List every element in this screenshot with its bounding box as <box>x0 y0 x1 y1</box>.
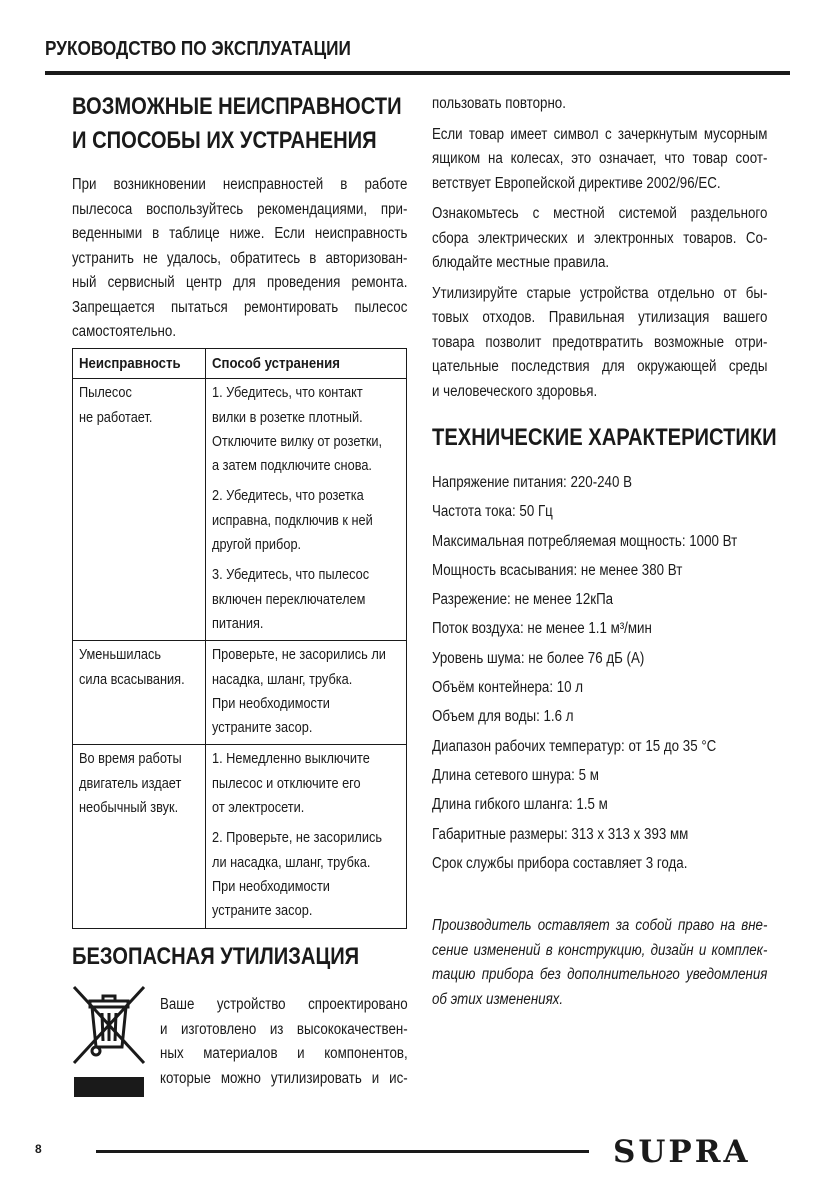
disposal-line: ящиком на колесах, это означает, что товар соот- <box>432 150 768 167</box>
table-row <box>73 379 407 641</box>
header-rule <box>45 71 790 75</box>
troubleshooting-intro <box>72 173 407 345</box>
header-title: РУКОВОДСТВО ПО ЭКСПЛУАТАЦИИ <box>45 38 351 60</box>
intro-line: Запрещается пытаться ремонтировать пылесос <box>72 298 408 316</box>
weee-bin-icon <box>70 983 148 1099</box>
problem-cell: Во время работы двигатель издает необычный звук. <box>73 745 206 928</box>
note-line: тацию прибора без дополнительного уведомления <box>432 966 768 983</box>
note-line: об этих изменениях. <box>432 990 564 1008</box>
spec-item: Напряжение питания: 220-240 В <box>432 474 632 491</box>
disposal-line: Если товар имеет символ с зачеркнутым мусорным <box>432 125 768 143</box>
table-header-row <box>73 349 407 379</box>
disposal-line: товара позволит предотвратить возможные отри- <box>432 333 768 351</box>
page-number: 8 <box>35 1142 42 1156</box>
spec-item: Габаритные размеры: 313 х 313 х 393 мм <box>432 825 689 843</box>
spec-item: Максимальная потребляемая мощность: 1000 Вт <box>432 532 738 550</box>
specs-title: ТЕХНИЧЕСКИЕ ХАРАКТЕРИСТИКИ <box>432 424 777 451</box>
spec-item: Срок службы прибора составляет 3 года. <box>432 854 688 872</box>
disposal-line: и изготовлено из высококачествен- <box>160 1020 408 1038</box>
table-row <box>73 745 407 928</box>
intro-line: веденными в таблице ниже. Если неисправность <box>72 225 408 242</box>
disposal-text-left <box>160 993 408 1091</box>
disposal-line: Утилизируйте старые устройства отдельно от бы- <box>432 284 768 302</box>
solution-cell: 1. Немедленно выключите пылесос и отключите его от электросети. 2. Проверьте, не засорились ли насадка, шланг, трубка. При необходимости устраните засор. <box>205 745 406 928</box>
intro-line: пылесоса воспользуйтесь рекомендациями, при- <box>72 200 408 218</box>
problem-cell: Пылесос не работает. <box>73 379 206 641</box>
note-line: сение изменений в конструкцию, дизайн и комплек- <box>432 941 768 959</box>
troubleshooting-title-line2: И СПОСОБЫ ИХ УСТРАНЕНИЯ <box>72 127 377 154</box>
spec-item: Уровень шума: не более 76 дБ (А) <box>432 649 645 667</box>
footer-rule <box>96 1150 589 1153</box>
spec-item: Диапазон рабочих температур: от 15 до 35 °С <box>432 737 717 755</box>
disposal-line: цательные последствия для окружающей среды <box>432 358 768 375</box>
note-line: Производитель оставляет за собой право на вне- <box>432 917 768 934</box>
intro-line: При возникновении неисправностей в работе <box>72 176 408 193</box>
troubleshooting-table <box>72 348 407 929</box>
disposal-title: БЕЗОПАСНАЯ УТИЛИЗАЦИЯ <box>72 943 360 970</box>
solution-cell: Проверьте, не засорились ли насадка, шланг, трубка. При необходимости устраните засор. <box>205 641 406 745</box>
disposal-line: пользовать повторно. <box>432 95 566 112</box>
problem-cell: Уменьшилась сила всасывания. <box>73 641 206 745</box>
spec-item: Длина гибкого шланга: 1.5 м <box>432 796 608 814</box>
disposal-line: блюдайте местные правила. <box>432 254 610 271</box>
disposal-line: товых отходов. Правильная утилизация вашего <box>432 309 768 326</box>
disposal-line: которые можно утилизировать и ис- <box>160 1069 408 1087</box>
spec-item: Разрежение: не менее 12кПа <box>432 591 614 609</box>
brand-logo: SUPRA <box>613 1134 751 1170</box>
table-row <box>73 641 407 745</box>
disposal-line: ных материалов и компонентов, <box>160 1045 408 1062</box>
troubleshooting-title-line1: ВОЗМОЖНЫЕ НЕИСПРАВНОСТИ <box>72 93 402 120</box>
intro-line: ный сервисный центр для проведения ремонта. <box>72 274 408 291</box>
intro-line: самостоятельно. <box>72 323 177 340</box>
spec-item: Длина сетевого шнура: 5 м <box>432 766 599 784</box>
table-header-problem: Неисправность <box>73 349 206 379</box>
disposal-line: ветствует Европейской директиве 2002/96/EC. <box>432 174 721 192</box>
table-header-solution: Способ устранения <box>205 349 406 379</box>
specs-list <box>432 468 776 878</box>
spec-item: Объём контейнера: 10 л <box>432 679 584 697</box>
disposal-line: Ознакомьтесь с местной системой раздельного <box>432 205 768 222</box>
disposal-line: и человеческого здоровья. <box>432 382 598 400</box>
disposal-line: Ваше устройство спроектировано <box>160 996 408 1013</box>
spec-item: Поток воздуха: не менее 1.1 м³/мин <box>432 620 652 638</box>
spec-item: Частота тока: 50 Гц <box>432 503 553 521</box>
intro-line: устранить не удалось, обратитесь в авторизован- <box>72 249 408 267</box>
manufacturer-note <box>432 914 767 1012</box>
disposal-text-right <box>432 92 767 404</box>
disposal-line: сбора электрических и электронных товаров. Со- <box>432 229 768 247</box>
solution-cell: 1. Убедитесь, что контакт вилки в розетке плотный. Отключите вилку от розетки, а затем подключите снова. 2. Убедитесь, что розетка исправна, подключив к ней другой прибор. 3. Убедитесь, что пылесос включен переключателем питания. <box>205 379 406 641</box>
spec-item: Мощность всасывания: не менее 380 Вт <box>432 561 683 579</box>
spec-item: Объем для воды: 1.6 л <box>432 708 574 726</box>
